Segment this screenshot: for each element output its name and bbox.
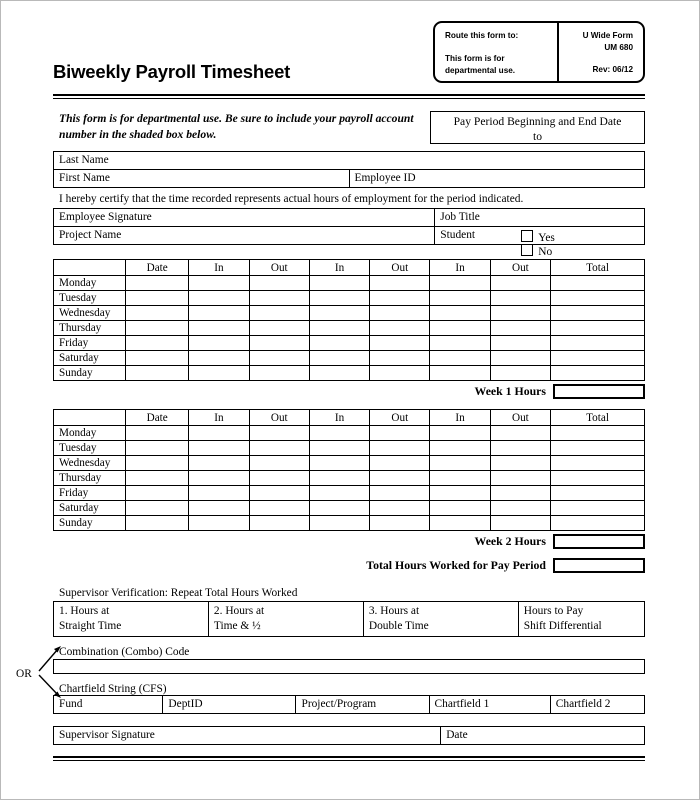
col-header-in-1: In xyxy=(189,410,249,426)
form-header xyxy=(53,21,645,91)
cell-date[interactable] xyxy=(126,336,189,351)
cell-in-2[interactable] xyxy=(309,426,369,441)
col-header-blank xyxy=(54,410,126,426)
cell-total[interactable] xyxy=(551,276,645,291)
supervisor-verification-heading: Supervisor Verification: Repeat Total Hours Worked xyxy=(59,587,298,599)
pay-period-field[interactable] xyxy=(430,111,645,144)
table-row xyxy=(54,602,645,637)
table-row xyxy=(54,727,645,745)
table-row xyxy=(54,351,645,366)
day-label-monday: Monday xyxy=(54,276,126,291)
cell-in-2[interactable] xyxy=(309,516,369,531)
col-header-out-3: Out xyxy=(490,410,550,426)
cell-total[interactable] xyxy=(551,501,645,516)
cell-in-2[interactable] xyxy=(309,321,369,336)
cell-out-3[interactable] xyxy=(490,471,550,486)
or-branch-arrows xyxy=(23,644,65,700)
cell-out-1[interactable] xyxy=(249,501,309,516)
cell-in-1[interactable] xyxy=(189,501,249,516)
cell-out-3[interactable] xyxy=(490,336,550,351)
day-label-thursday: Thursday xyxy=(54,471,126,486)
cell-out-3[interactable] xyxy=(490,366,550,381)
cell-out-2[interactable] xyxy=(370,426,430,441)
col-header-date: Date xyxy=(126,260,189,276)
col-header-in-1: In xyxy=(189,260,249,276)
col-header-out-2: Out xyxy=(370,410,430,426)
student-cell xyxy=(435,227,645,258)
week1-total-label: Week 1 Hours xyxy=(474,384,546,398)
cell-out-3[interactable] xyxy=(490,276,550,291)
student-options xyxy=(521,230,644,258)
student-yes-option[interactable] xyxy=(521,230,555,244)
table-row xyxy=(54,152,645,170)
pay-period-connector: to xyxy=(532,130,543,144)
deptid-field[interactable]: DeptID xyxy=(163,696,296,714)
cell-total[interactable] xyxy=(551,456,645,471)
table-row xyxy=(54,696,645,714)
shift-differential-label-line2: Shift Differential xyxy=(523,619,602,632)
cell-out-2[interactable] xyxy=(370,291,430,306)
supervisor-signature-table xyxy=(53,726,645,745)
job-title-field[interactable]: Job Title xyxy=(435,209,645,227)
col-header-out-3: Out xyxy=(490,260,550,276)
cell-in-3[interactable] xyxy=(430,306,490,321)
cell-in-2[interactable] xyxy=(309,276,369,291)
col-header-total: Total xyxy=(551,260,645,276)
footer-divider xyxy=(53,756,645,761)
cell-out-1[interactable] xyxy=(249,516,309,531)
cell-out-3[interactable] xyxy=(490,426,550,441)
checkbox-icon[interactable] xyxy=(521,244,533,256)
cell-in-1[interactable] xyxy=(189,516,249,531)
cell-out-2[interactable] xyxy=(370,486,430,501)
cell-out-2[interactable] xyxy=(370,471,430,486)
cell-in-2[interactable] xyxy=(309,471,369,486)
cell-out-1[interactable] xyxy=(249,351,309,366)
student-label: Student xyxy=(440,229,476,241)
cell-total[interactable] xyxy=(551,336,645,351)
day-label-thursday: Thursday xyxy=(54,321,126,336)
straight-time-label-line2: Straight Time xyxy=(59,619,122,632)
day-label-tuesday: Tuesday xyxy=(54,441,126,456)
cell-in-1[interactable] xyxy=(189,456,249,471)
week1-total-input[interactable] xyxy=(553,384,645,399)
col-header-total: Total xyxy=(551,410,645,426)
cell-out-1[interactable] xyxy=(249,336,309,351)
cell-in-3[interactable] xyxy=(430,471,490,486)
cell-out-1[interactable] xyxy=(249,291,309,306)
cell-out-2[interactable] xyxy=(370,516,430,531)
table-row xyxy=(54,227,645,245)
cell-out-1[interactable] xyxy=(249,321,309,336)
form-content xyxy=(16,21,645,761)
or-label: OR xyxy=(16,668,32,681)
table-row xyxy=(54,170,645,188)
cell-in-1[interactable] xyxy=(189,321,249,336)
fund-field[interactable]: Fund xyxy=(54,696,163,714)
checkbox-icon[interactable] xyxy=(521,230,533,242)
day-label-sunday: Sunday xyxy=(54,366,126,381)
cell-in-3[interactable] xyxy=(430,336,490,351)
cell-in-3[interactable] xyxy=(430,486,490,501)
employee-signature-field[interactable]: Employee Signature xyxy=(54,209,435,227)
shift-differential-label-line1: Hours to Pay xyxy=(523,605,584,617)
day-label-saturday: Saturday xyxy=(54,351,126,366)
combo-code-input[interactable] xyxy=(53,659,645,674)
cell-total[interactable] xyxy=(551,441,645,456)
double-time-field[interactable] xyxy=(363,602,518,637)
cell-out-3[interactable] xyxy=(490,306,550,321)
form-name: U Wide Form xyxy=(582,31,633,40)
cell-out-1[interactable] xyxy=(249,276,309,291)
cell-out-2[interactable] xyxy=(370,336,430,351)
col-header-in-2: In xyxy=(309,260,369,276)
day-label-wednesday: Wednesday xyxy=(54,456,126,471)
cell-in-3[interactable] xyxy=(430,321,490,336)
supervisor-date-field[interactable]: Date xyxy=(441,727,645,745)
table-row xyxy=(54,456,645,471)
cell-in-2[interactable] xyxy=(309,336,369,351)
cell-out-3[interactable] xyxy=(490,486,550,501)
grand-total-line xyxy=(53,558,645,573)
table-row xyxy=(54,426,645,441)
cell-in-1[interactable] xyxy=(189,426,249,441)
table-row xyxy=(54,306,645,321)
cell-total[interactable] xyxy=(551,486,645,501)
intro-text: This form is for departmental use. Be sure to include your payroll account number in the shaded box below. xyxy=(59,112,414,141)
cell-in-3[interactable] xyxy=(430,291,490,306)
pay-period-label: Pay Period Beginning and End Date xyxy=(453,115,622,128)
supervisor-verification-table xyxy=(53,601,645,637)
combo-code-label: Combination (Combo) Code xyxy=(59,646,190,659)
cell-date[interactable] xyxy=(126,351,189,366)
col-header-date: Date xyxy=(126,410,189,426)
cell-in-2[interactable] xyxy=(309,351,369,366)
day-label-friday: Friday xyxy=(54,486,126,501)
page-title: Biweekly Payroll Timesheet xyxy=(53,61,291,82)
week2-total-label: Week 2 Hours xyxy=(474,534,546,548)
cell-out-3[interactable] xyxy=(490,456,550,471)
day-label-saturday: Saturday xyxy=(54,501,126,516)
title-divider xyxy=(53,94,645,99)
route-to-label: Route this form to: xyxy=(445,31,519,40)
double-time-label-line1: 3. Hours at xyxy=(368,605,420,617)
cell-out-2[interactable] xyxy=(370,441,430,456)
cell-out-1[interactable] xyxy=(249,471,309,486)
cell-out-2[interactable] xyxy=(370,276,430,291)
form-revision: Rev: 06/12 xyxy=(592,65,633,75)
cell-date[interactable] xyxy=(126,441,189,456)
col-header-out-1: Out xyxy=(249,410,309,426)
chartfield-2-field[interactable]: Chartfield 2 xyxy=(550,696,644,714)
shift-differential-field[interactable] xyxy=(518,602,644,637)
table-row xyxy=(54,321,645,336)
cell-in-2[interactable] xyxy=(309,456,369,471)
cell-in-1[interactable] xyxy=(189,336,249,351)
col-header-in-3: In xyxy=(430,410,490,426)
table-header-row xyxy=(54,260,645,276)
cell-total[interactable] xyxy=(551,291,645,306)
cell-in-3[interactable] xyxy=(430,351,490,366)
table-header-row xyxy=(54,410,645,426)
cell-in-3[interactable] xyxy=(430,456,490,471)
cell-out-3[interactable] xyxy=(490,516,550,531)
form-identification xyxy=(559,23,643,81)
cell-date[interactable] xyxy=(126,276,189,291)
cell-in-2[interactable] xyxy=(309,291,369,306)
cell-out-3[interactable] xyxy=(490,441,550,456)
day-label-tuesday: Tuesday xyxy=(54,291,126,306)
cell-out-2[interactable] xyxy=(370,366,430,381)
cell-date[interactable] xyxy=(126,306,189,321)
project-name-field[interactable]: Project Name xyxy=(54,227,435,245)
cell-in-3[interactable] xyxy=(430,441,490,456)
table-row xyxy=(54,501,645,516)
week2-total-line xyxy=(53,534,645,549)
time-and-half-label-line1: 2. Hours at xyxy=(213,605,265,617)
table-row xyxy=(54,441,645,456)
cell-in-1[interactable] xyxy=(189,366,249,381)
signature-table xyxy=(53,208,645,258)
cell-out-1[interactable] xyxy=(249,426,309,441)
cell-in-1[interactable] xyxy=(189,351,249,366)
time-and-half-field[interactable] xyxy=(208,602,363,637)
cell-out-2[interactable] xyxy=(370,456,430,471)
straight-time-field[interactable] xyxy=(54,602,209,637)
certification-text: I hereby certify that the time recorded represents actual hours of employment for the period indicated. xyxy=(59,193,524,205)
day-label-wednesday: Wednesday xyxy=(54,306,126,321)
chartfield-string-label: Chartfield String (CFS) xyxy=(59,683,167,696)
col-header-out-2: Out xyxy=(370,260,430,276)
table-row xyxy=(54,516,645,531)
straight-time-label-line1: 1. Hours at xyxy=(59,605,110,617)
cell-date[interactable] xyxy=(126,456,189,471)
cell-in-2[interactable] xyxy=(309,486,369,501)
cell-total[interactable] xyxy=(551,426,645,441)
intro-section xyxy=(53,111,645,151)
cell-date[interactable] xyxy=(126,291,189,306)
day-label-monday: Monday xyxy=(54,426,126,441)
account-section xyxy=(16,646,645,714)
cell-out-1[interactable] xyxy=(249,306,309,321)
cell-total[interactable] xyxy=(551,366,645,381)
day-label-friday: Friday xyxy=(54,336,126,351)
chartfield-1-field[interactable]: Chartfield 1 xyxy=(429,696,550,714)
cell-out-2[interactable] xyxy=(370,501,430,516)
table-row xyxy=(54,336,645,351)
cell-in-3[interactable] xyxy=(430,366,490,381)
cell-date[interactable] xyxy=(126,501,189,516)
cell-in-1[interactable] xyxy=(189,486,249,501)
cell-out-3[interactable] xyxy=(490,291,550,306)
supervisor-signature-field[interactable]: Supervisor Signature xyxy=(54,727,441,745)
form-number: UM 680 xyxy=(604,42,633,52)
cell-in-1[interactable] xyxy=(189,276,249,291)
grand-total-label: Total Hours Worked for Pay Period xyxy=(366,558,546,572)
cell-out-3[interactable] xyxy=(490,501,550,516)
time-and-half-label-line2: Time & ½ xyxy=(213,619,261,632)
cell-in-3[interactable] xyxy=(430,516,490,531)
cell-in-1[interactable] xyxy=(189,441,249,456)
routing-box xyxy=(433,21,645,83)
table-row xyxy=(54,486,645,501)
identity-table xyxy=(53,151,645,188)
col-header-out-1: Out xyxy=(249,260,309,276)
week2-time-table xyxy=(53,409,645,531)
cell-out-2[interactable] xyxy=(370,351,430,366)
cell-in-1[interactable] xyxy=(189,306,249,321)
cell-in-2[interactable] xyxy=(309,501,369,516)
col-header-blank xyxy=(54,260,126,276)
cell-out-3[interactable] xyxy=(490,321,550,336)
table-row xyxy=(54,366,645,381)
cell-total[interactable] xyxy=(551,351,645,366)
table-row xyxy=(54,291,645,306)
double-time-label-line2: Double Time xyxy=(368,619,429,632)
cell-in-2[interactable] xyxy=(309,306,369,321)
cell-in-3[interactable] xyxy=(430,426,490,441)
cell-in-2[interactable] xyxy=(309,441,369,456)
student-no-label: No xyxy=(538,246,553,258)
student-yes-label: Yes xyxy=(538,232,555,244)
cell-out-2[interactable] xyxy=(370,321,430,336)
cell-in-2[interactable] xyxy=(309,366,369,381)
week1-total-line xyxy=(53,384,645,399)
cell-total[interactable] xyxy=(551,516,645,531)
cell-out-1[interactable] xyxy=(249,456,309,471)
cell-total[interactable] xyxy=(551,306,645,321)
grand-total-input[interactable] xyxy=(553,558,645,573)
cell-in-1[interactable] xyxy=(189,471,249,486)
table-row xyxy=(54,471,645,486)
cell-date[interactable] xyxy=(126,426,189,441)
footer-signature-section xyxy=(53,726,645,761)
cell-in-3[interactable] xyxy=(430,501,490,516)
cell-date[interactable] xyxy=(126,486,189,501)
col-header-in-2: In xyxy=(309,410,369,426)
cell-total[interactable] xyxy=(551,471,645,486)
col-header-in-3: In xyxy=(430,260,490,276)
student-no-option[interactable] xyxy=(521,244,552,258)
cell-out-1[interactable] xyxy=(249,486,309,501)
cell-total[interactable] xyxy=(551,321,645,336)
table-row xyxy=(54,209,645,227)
employee-id-field[interactable]: Employee ID xyxy=(349,170,645,188)
chartfield-table xyxy=(53,695,645,714)
cell-out-1[interactable] xyxy=(249,366,309,381)
cell-out-1[interactable] xyxy=(249,441,309,456)
cell-date[interactable] xyxy=(126,321,189,336)
cell-date[interactable] xyxy=(126,366,189,381)
route-note: This form is for departmental use. xyxy=(445,53,516,75)
day-label-sunday: Sunday xyxy=(54,516,126,531)
week2-total-input[interactable] xyxy=(553,534,645,549)
cell-out-2[interactable] xyxy=(370,306,430,321)
routing-instructions xyxy=(435,23,559,81)
cell-date[interactable] xyxy=(126,516,189,531)
last-name-field[interactable]: Last Name xyxy=(54,152,645,170)
table-row xyxy=(54,276,645,291)
first-name-field[interactable]: First Name xyxy=(54,170,350,188)
cell-in-1[interactable] xyxy=(189,291,249,306)
cell-out-3[interactable] xyxy=(490,351,550,366)
week1-time-table xyxy=(53,259,645,381)
project-program-field[interactable]: Project/Program xyxy=(296,696,429,714)
cell-date[interactable] xyxy=(126,471,189,486)
cell-in-3[interactable] xyxy=(430,276,490,291)
